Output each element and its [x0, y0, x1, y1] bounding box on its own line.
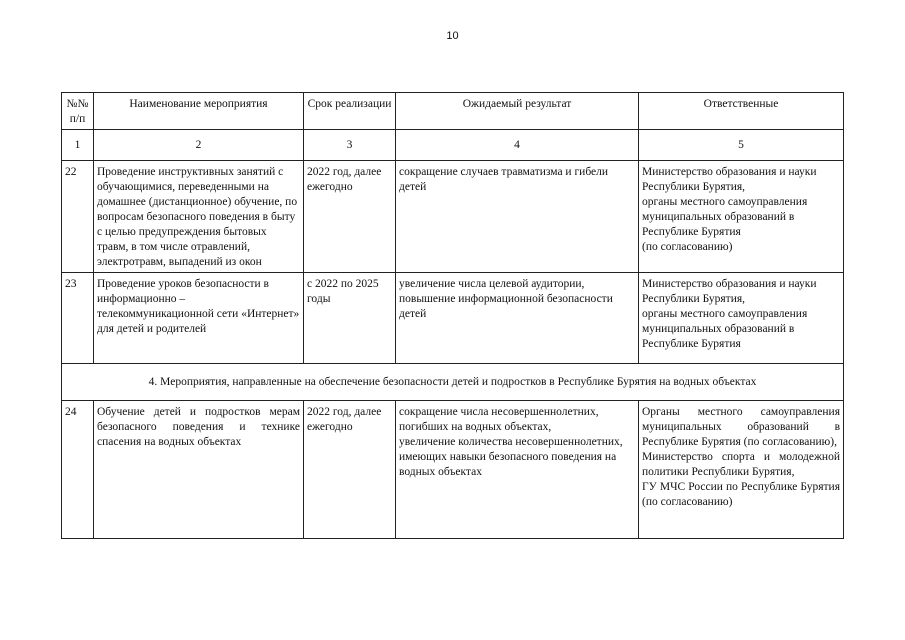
table-header-row	[62, 93, 844, 130]
row-num: 24	[62, 401, 94, 539]
table-row	[62, 401, 844, 539]
row-term: 2022 год, далее ежегодно	[304, 401, 396, 539]
page-number: 10	[446, 30, 459, 42]
row-term: с 2022 по 2025 годы	[304, 273, 396, 364]
row-num: 23	[62, 273, 94, 364]
header-result: Ожидаемый результат	[396, 93, 639, 130]
row-responsible: Органы местного самоуправления муниципальных образований в Республике Бурятия (по согласованию), Министерство спорта и молодежной политики Республики Бурятия, ГУ МЧС России по Республике Бурятия (по согласованию)	[639, 401, 844, 539]
header-responsible: Ответственные	[639, 93, 844, 130]
row-responsible: Министерство образования и науки Республики Бурятия, органы местного самоуправления муниципальных образований в Республике Бурятия	[639, 273, 844, 364]
row-result: сокращение числа несовершеннолетних, погибших на водных объектах, увеличение количества несовершеннолетних, имеющих навыки безопасного поведения на водных объектах	[396, 401, 639, 539]
row-name: Проведение инструктивных занятий с обучающимися, переведенными на домашнее (дистанционное) обучение, по вопросам безопасного поведения в быту с целью предупреждения бытовых травм, в том числе отравлений, электротравм, выпадений из окон	[94, 161, 304, 273]
header-term: Срок реализации	[304, 93, 396, 130]
table-row	[62, 161, 844, 273]
row-name: Обучение детей и подростков мерам безопасного поведения и технике спасения на водных объектах	[94, 401, 304, 539]
row-name: Проведение уроков безопасности в информационно – телекоммуникационной сети «Интернет» для детей и родителей	[94, 273, 304, 364]
row-result: сокращение случаев травматизма и гибели детей	[396, 161, 639, 273]
col-number: 1	[62, 130, 94, 161]
section-row	[62, 364, 844, 401]
row-num: 22	[62, 161, 94, 273]
column-number-row	[62, 130, 844, 161]
col-number: 3	[304, 130, 396, 161]
measures-table	[61, 92, 844, 539]
row-term: 2022 год, далее ежегодно	[304, 161, 396, 273]
row-result: увеличение числа целевой аудитории, повышение информационной безопасности детей	[396, 273, 639, 364]
col-number: 4	[396, 130, 639, 161]
col-number: 5	[639, 130, 844, 161]
row-responsible: Министерство образования и науки Республики Бурятия, органы местного самоуправления муниципальных образований в Республике Бурятия (по согласованию)	[639, 161, 844, 273]
header-num: №№ п/п	[62, 93, 94, 130]
table-row	[62, 273, 844, 364]
header-name: Наименование мероприятия	[94, 93, 304, 130]
section-title: 4. Мероприятия, направленные на обеспечение безопасности детей и подростков в Республике Бурятия на водных объектах	[62, 364, 844, 401]
col-number: 2	[94, 130, 304, 161]
